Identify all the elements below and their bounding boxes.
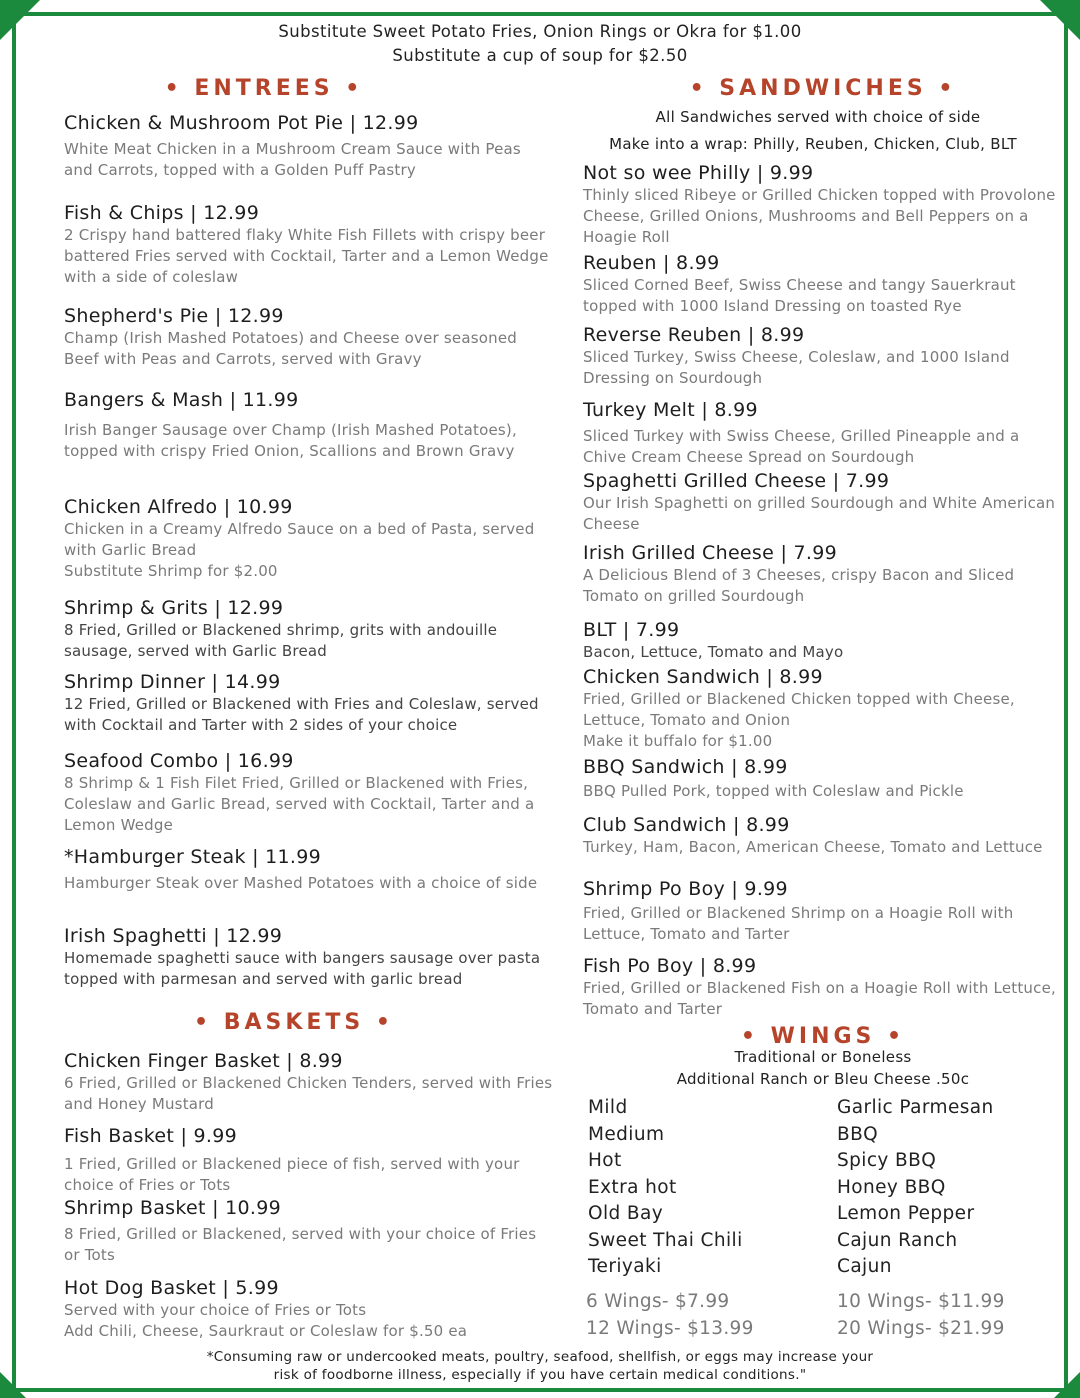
menu-item (64, 388, 554, 462)
menu-item (583, 323, 1063, 389)
menu-item (583, 877, 1063, 945)
wing-flavor: Honey BBQ (837, 1176, 946, 1198)
wing-flavor: Cajun (837, 1256, 892, 1277)
item-description: Champ (Irish Mashed Potatoes) and Cheese over seasoned Beef with Peas and Carrots, served with Gravy (64, 329, 517, 368)
wing-flavor: Cajun Ranch (837, 1229, 958, 1251)
item-name: Fish Po Boy | 8.99 (583, 955, 757, 977)
item-description: Sliced Corned Beef, Swiss Cheese and tangy Sauerkraut topped with 1000 Island Dressing on toasted Rye (583, 276, 1016, 315)
wing-flavor: Old Bay (588, 1203, 664, 1224)
menu-item (583, 665, 1063, 752)
item-extra: Substitute Shrimp for $2.00 (64, 562, 278, 580)
menu-item (64, 111, 554, 181)
item-description: Sliced Turkey, Swiss Cheese, Coleslaw, and 1000 Island Dressing on Sourdough (583, 348, 1010, 387)
wing-flavor: Mild (588, 1097, 628, 1118)
item-description: BBQ Pulled Pork, topped with Coleslaw and Pickle (583, 782, 964, 800)
sandwiches-title: • SANDWICHES • (689, 76, 957, 101)
item-description: 2 Crispy hand battered flaky White Fish Fillets with crispy beer battered Fries served with Cocktail, Tarter and a Lemon Wedge with a side of coleslaw (64, 226, 549, 286)
menu-item (583, 398, 1063, 468)
wings-dip-note: Additional Ranch or Bleu Cheese .50c (676, 1070, 970, 1088)
menu-item (64, 1196, 554, 1266)
item-name: Shrimp Basket | 10.99 (64, 1197, 282, 1219)
disclaimer-line: risk of foodborne illness, especially if you have certain medical conditions." (273, 1367, 807, 1383)
wing-flavor: Medium (588, 1123, 665, 1145)
menu-item (583, 954, 1063, 1020)
item-description: Irish Banger Sausage over Champ (Irish Mashed Potatoes), topped with crispy Fried Onion, Scallions and Brown Gravy (64, 421, 517, 460)
menu-item (583, 541, 1063, 607)
item-description: Chicken in a Creamy Alfredo Sauce on a bed of Pasta, served with Garlic Bread (64, 520, 535, 559)
menu-item (64, 1049, 554, 1115)
wing-flavors-left (588, 1095, 743, 1281)
wing-flavor: Teriyaki (588, 1256, 662, 1277)
item-name: *Hamburger Steak | 11.99 (64, 846, 322, 868)
wings-type-note: Traditional or Boneless (734, 1048, 912, 1066)
substitution-notes (0, 20, 1080, 68)
item-name: Shrimp Po Boy | 9.99 (583, 878, 788, 900)
item-name: Reuben | 8.99 (583, 252, 720, 274)
item-name: Fish & Chips | 12.99 (64, 202, 260, 224)
menu-item (583, 469, 1063, 535)
item-description: Fried, Grilled or Blackened Chicken topped with Cheese, Lettuce, Tomato and Onion (583, 690, 1015, 729)
menu-item (64, 304, 554, 370)
item-description: A Delicious Blend of 3 Cheeses, crispy Bacon and Sliced Tomato on grilled Sourdough (583, 566, 1015, 605)
item-name: Shrimp & Grits | 12.99 (64, 597, 284, 619)
wing-flavor: BBQ (837, 1123, 879, 1145)
menu-item (64, 845, 554, 894)
menu-item (583, 813, 1063, 858)
item-description: Fried, Grilled or Blackened Fish on a Hoagie Roll with Lettuce, Tomato and Tarter (583, 979, 1056, 1018)
item-extra: Add Chili, Cheese, Saurkraut or Coleslaw for $.50 ea (64, 1322, 468, 1340)
wing-flavor: Lemon Pepper (837, 1203, 975, 1224)
item-description: 6 Fried, Grilled or Blackened Chicken Tenders, served with Fries and Honey Mustard (64, 1074, 553, 1113)
menu-item (64, 596, 554, 662)
menu-item (64, 1276, 554, 1342)
item-name: Irish Spaghetti | 12.99 (64, 925, 283, 947)
menu-item (64, 670, 554, 736)
item-name: Shrimp Dinner | 14.99 (64, 671, 281, 693)
item-description: 1 Fried, Grilled or Blackened piece of fish, served with your choice of Fries or Tots (64, 1155, 520, 1194)
item-name: Spaghetti Grilled Cheese | 7.99 (583, 470, 890, 492)
item-extra: Make it buffalo for $1.00 (583, 732, 773, 750)
wing-flavor: Garlic Parmesan (837, 1097, 994, 1118)
item-name: Seafood Combo | 16.99 (64, 750, 294, 772)
item-description: Our Irish Spaghetti on grilled Sourdough and White American Cheese (583, 494, 1056, 533)
menu-item (583, 161, 1063, 248)
item-description: 12 Fried, Grilled or Blackened with Fries and Coleslaw, served with Cocktail and Tarter with 2 sides of your choice (64, 695, 539, 734)
item-description: 8 Fried, Grilled or Blackened, served with your choice of Fries or Tots (64, 1225, 537, 1264)
item-description: Served with your choice of Fries or Tots (64, 1301, 367, 1319)
item-name: Not so wee Philly | 9.99 (583, 162, 814, 184)
menu-item (64, 749, 554, 836)
item-name: Fish Basket | 9.99 (64, 1125, 238, 1147)
item-name: Chicken Alfredo | 10.99 (64, 496, 293, 518)
item-name: Club Sandwich | 8.99 (583, 814, 790, 836)
item-name: Chicken Finger Basket | 8.99 (64, 1050, 343, 1072)
disclaimer-line: *Consuming raw or undercooked meats, poultry, seafood, shellfish, or eggs may increase your (206, 1349, 874, 1365)
wing-flavor: Spicy BBQ (837, 1150, 937, 1171)
item-description: White Meat Chicken in a Mushroom Cream Sauce with Peas and Carrots, topped with a Golden Puff Pastry (64, 140, 521, 179)
wing-prices-left (586, 1288, 754, 1342)
item-name: Shepherd's Pie | 12.99 (64, 305, 284, 327)
item-description: Hamburger Steak over Mashed Potatoes with a choice of side (64, 874, 538, 892)
wing-price: 12 Wings- $13.99 (586, 1318, 754, 1339)
wing-price: 10 Wings- $11.99 (837, 1291, 1005, 1312)
item-name: Chicken Sandwich | 8.99 (583, 666, 823, 688)
item-description: Turkey, Ham, Bacon, American Cheese, Tomato and Lettuce (583, 838, 1043, 856)
sandwiches-note: All Sandwiches served with choice of side (655, 108, 981, 126)
item-name: BBQ Sandwich | 8.99 (583, 756, 788, 778)
sandwiches-wrap-note: Make into a wrap: Philly, Reuben, Chicken, Club, BLT (609, 135, 1017, 153)
wing-flavor: Hot (588, 1150, 622, 1171)
item-description: Fried, Grilled or Blackened Shrimp on a Hoagie Roll with Lettuce, Tomato and Tarter (583, 904, 1014, 943)
menu-item (583, 251, 1063, 317)
substitution-note-line: Substitute a cup of soup for $2.50 (392, 46, 688, 65)
wing-price: 6 Wings- $7.99 (586, 1291, 730, 1312)
item-name: Irish Grilled Cheese | 7.99 (583, 542, 837, 564)
menu-item (583, 755, 1063, 802)
entrees-title: • ENTREES • (164, 76, 364, 101)
wing-flavors-right (837, 1095, 994, 1281)
item-description: Homemade spaghetti sauce with bangers sausage over pasta topped with parmesan and served with garlic bread (64, 949, 541, 988)
menu-item (64, 924, 554, 990)
menu-item (64, 201, 554, 288)
item-name: Chicken & Mushroom Pot Pie | 12.99 (64, 112, 419, 134)
menu-item (64, 1124, 554, 1196)
item-description: Sliced Turkey with Swiss Cheese, Grilled Pineapple and a Chive Cream Cheese Spread on Sourdough (583, 427, 1020, 466)
food-safety-disclaimer (0, 1348, 1080, 1384)
menu-item (583, 618, 1063, 663)
item-description: Thinly sliced Ribeye or Grilled Chicken topped with Provolone Cheese, Grilled Onions, Mushrooms and Bell Peppers on a Hoagie Roll (583, 186, 1056, 246)
item-name: Hot Dog Basket | 5.99 (64, 1277, 279, 1299)
item-description: 8 Shrimp & 1 Fish Filet Fried, Grilled or Blackened with Fries, Coleslaw and Garlic Bread, served with Cocktail, Tarter and a Lemon Wedge (64, 774, 535, 834)
item-name: Bangers & Mash | 11.99 (64, 389, 299, 411)
item-description: Bacon, Lettuce, Tomato and Mayo (583, 643, 844, 661)
menu-item (64, 495, 554, 582)
baskets-title: • BASKETS • (193, 1010, 394, 1035)
wing-flavor: Extra hot (588, 1176, 677, 1198)
item-name: BLT | 7.99 (583, 619, 680, 641)
substitution-note-line: Substitute Sweet Potato Fries, Onion Rings or Okra for $1.00 (278, 22, 802, 41)
item-description: 8 Fried, Grilled or Blackened shrimp, grits with andouille sausage, served with Garlic Bread (64, 621, 498, 660)
wing-price: 20 Wings- $21.99 (837, 1318, 1005, 1339)
wings-title: • WINGS • (740, 1024, 906, 1049)
wing-prices-right (837, 1288, 1005, 1342)
item-name: Turkey Melt | 8.99 (583, 399, 758, 421)
wing-flavor: Sweet Thai Chili (588, 1229, 743, 1251)
item-name: Reverse Reuben | 8.99 (583, 324, 805, 346)
